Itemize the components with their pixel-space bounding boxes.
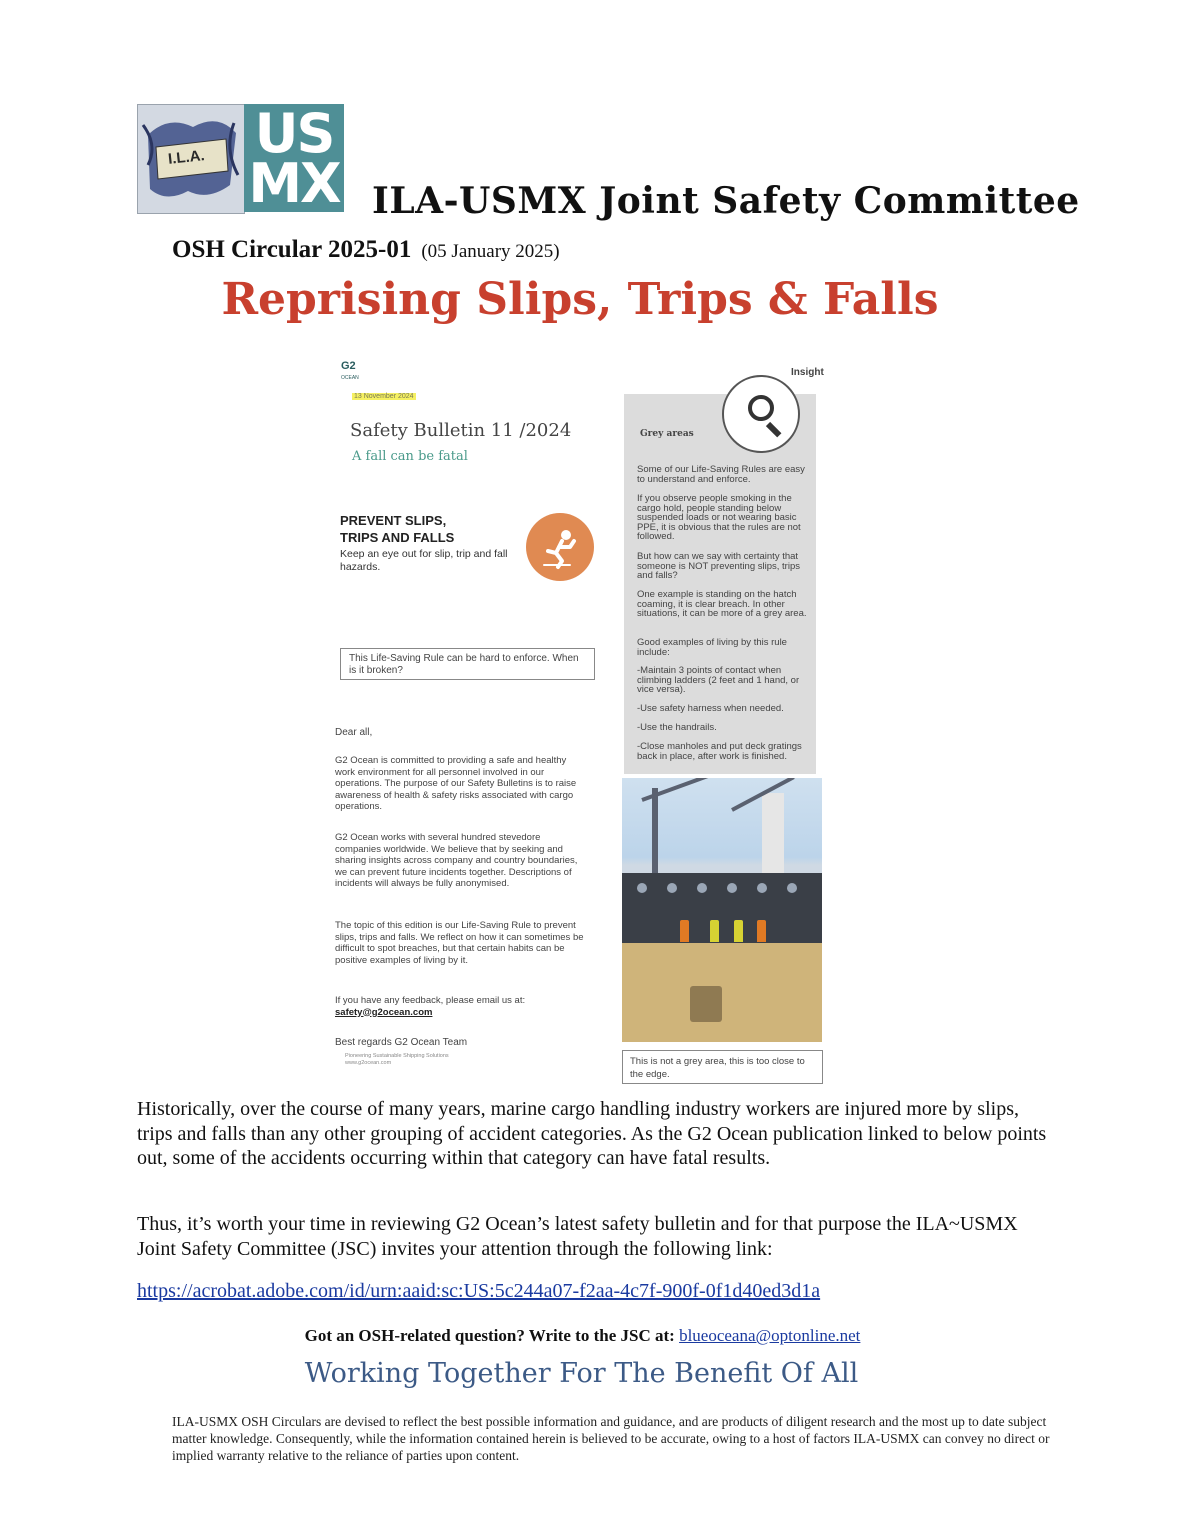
ila-logo-text: I.L.A. [167, 147, 206, 168]
grey-bullet-3: -Use the handrails. [637, 722, 717, 733]
prevent-line-2: TRIPS AND FALLS [340, 530, 455, 545]
grey-bullet-1: -Maintain 3 points of contact when climbing ladders (2 feet and 1 hand, or vice versa). [637, 665, 800, 695]
salutation: Dear all, [335, 727, 373, 738]
bulletin-image [320, 350, 840, 1090]
contact-email-link[interactable]: blueoceana@optonline.net [679, 1326, 861, 1345]
ship-deck-photo [622, 778, 822, 1042]
committee-title: ILA-USMX Joint Safety Committee [372, 180, 1080, 222]
bulletin-link[interactable]: https://acrobat.adobe.com/id/urn:aaid:sc:US:5c244a07-f2aa-4c7f-900f-0f1d40ed3d1a [137, 1280, 821, 1302]
hull-porthole [697, 883, 707, 893]
hull-porthole [757, 883, 767, 893]
circular-date: (05 January 2025) [421, 241, 560, 262]
tagline-url: www.g2ocean.com [345, 1060, 392, 1066]
bulletin-paragraph-1: G2 Ocean is committed to providing a safe and healthy work environment for all personnel involved in our operations. The purpose of our Safety Bulletins is to raise awareness of health & safety risks associated with cargo operations. [335, 755, 577, 812]
bulletin-regards: Best regards G2 Ocean Team [335, 1037, 468, 1048]
usmx-logo-top: US [254, 102, 334, 165]
g2-logo-mark: G2 [341, 360, 356, 372]
hull-porthole [667, 883, 677, 893]
insight-label: Insight [791, 367, 824, 378]
contact-line [0, 1326, 1165, 1346]
worker-figure [734, 920, 743, 942]
tagline-text: Pioneering Sustainable Shipping Solutions [345, 1053, 449, 1059]
grey-paragraph-2: If you observe people smoking in the cargo hold, people standing below suspended loads or not wearing basic PPE, it is obvious that the rules are not followed. [637, 493, 801, 542]
worker-figure [757, 920, 766, 942]
crane-mast [652, 788, 658, 878]
hatch-cover [622, 943, 822, 1042]
usmx-logo [244, 102, 344, 215]
falling-person-icon [526, 513, 594, 581]
rule-quote-box: This Life-Saving Rule can be hard to enforce. When is it broken? [340, 648, 595, 680]
body-paragraph-1: Historically, over the course of many years, marine cargo handling industry workers are injured more by slips, trips and falls than any other grouping of accident categories. As the G2 Ocean publication linked to below points out, some of the accidents occurring within that category can have fatal results. [137, 1098, 1047, 1169]
hull-porthole [787, 883, 797, 893]
ila-logo [137, 104, 245, 214]
hull-porthole [727, 883, 737, 893]
grey-bullet-4: -Close manholes and put deck gratings back in place, after work is finished. [637, 741, 802, 762]
worker-figure [710, 920, 719, 942]
ship-superstructure [762, 793, 784, 878]
manhole [690, 986, 722, 1022]
g2-logo-sub: OCEAN [341, 375, 359, 381]
prevent-line-1: PREVENT SLIPS, [340, 513, 447, 528]
bulletin-tagline [345, 1053, 449, 1067]
bulletin-subtitle: A fall can be fatal [352, 449, 468, 464]
g2-ocean-logo [341, 360, 359, 384]
grey-paragraph-4: One example is standing on the hatch coaming, it is clear breach. In other situations, it can be more of a grey area. [637, 589, 807, 619]
feedback-label: If you have any feedback, please email us at: [335, 995, 526, 1006]
bulletin-title: Safety Bulletin 11 /2024 [350, 420, 572, 441]
prevent-heading [340, 512, 454, 546]
hull-porthole [637, 883, 647, 893]
contact-question: Got an OSH-related question? Write to the JSC at: [304, 1326, 675, 1345]
disclaimer: ILA-USMX OSH Circulars are devised to reflect the best possible information and guidance, and are products of diligent research and the most up to date subject matter knowledge. Consequently, while the information contained herein is believed to be accurate, owing to a host of factors ILA-USMX can convey no direct or implied warranty relative to the reliance of parties upon content. [172, 1414, 1050, 1463]
body-paragraph-2: Thus, it’s worth your time in reviewing G2 Ocean’s latest safety bulletin and for that purpose the ILA~USMX Joint Safety Committee (JSC) invites your attention through the following link: [137, 1213, 1018, 1260]
bulletin-paragraph-3: The topic of this edition is our Life-Saving Rule to prevent slips, trips and falls. We reflect on how it can sometimes be difficult to spot breaches, but that certain habits can be positive examples of living by it. [335, 920, 584, 966]
grey-areas-panel [624, 394, 816, 774]
magnifier-icon [722, 375, 800, 453]
bulletin-date: 13 November 2024 [354, 393, 414, 400]
worker-figure [680, 920, 689, 942]
bulletin-paragraph-2: G2 Ocean works with several hundred stevedore companies worldwide. We believe that by seeking and sharing insights across company and country boundaries, we can prevent future incidents together. Descriptions of incidents will always be fully anonymised. [335, 832, 578, 889]
photo-caption: This is not a grey area, this is too close to the edge. [622, 1050, 823, 1084]
grey-paragraph-5: Good examples of living by this rule include: [637, 637, 787, 658]
grey-paragraph-3: But how can we say with certainty that someone is NOT preventing slips, trips and falls? [637, 551, 800, 581]
grey-paragraph-1: Some of our Life-Saving Rules are easy to understand and enforce. [637, 464, 805, 485]
grey-bullet-2: -Use safety harness when needed. [637, 703, 784, 714]
circular-label: OSH Circular 2025-01 [172, 236, 412, 263]
feedback-text [335, 995, 585, 1018]
prevent-description: Keep an eye out for slip, trip and fall hazards. [340, 548, 508, 573]
magnifier-ring [748, 395, 774, 421]
feedback-email-link[interactable]: safety@g2ocean.com [335, 1006, 433, 1018]
magnifier-handle [766, 422, 782, 438]
grey-areas-heading: Grey areas [640, 429, 694, 439]
page-title: Reprising Slips, Trips & Falls [221, 274, 939, 325]
circular-line [172, 236, 560, 264]
motto: Working Together For The Benefit Of All [304, 1358, 859, 1389]
usmx-logo-bottom: MX [248, 152, 340, 215]
